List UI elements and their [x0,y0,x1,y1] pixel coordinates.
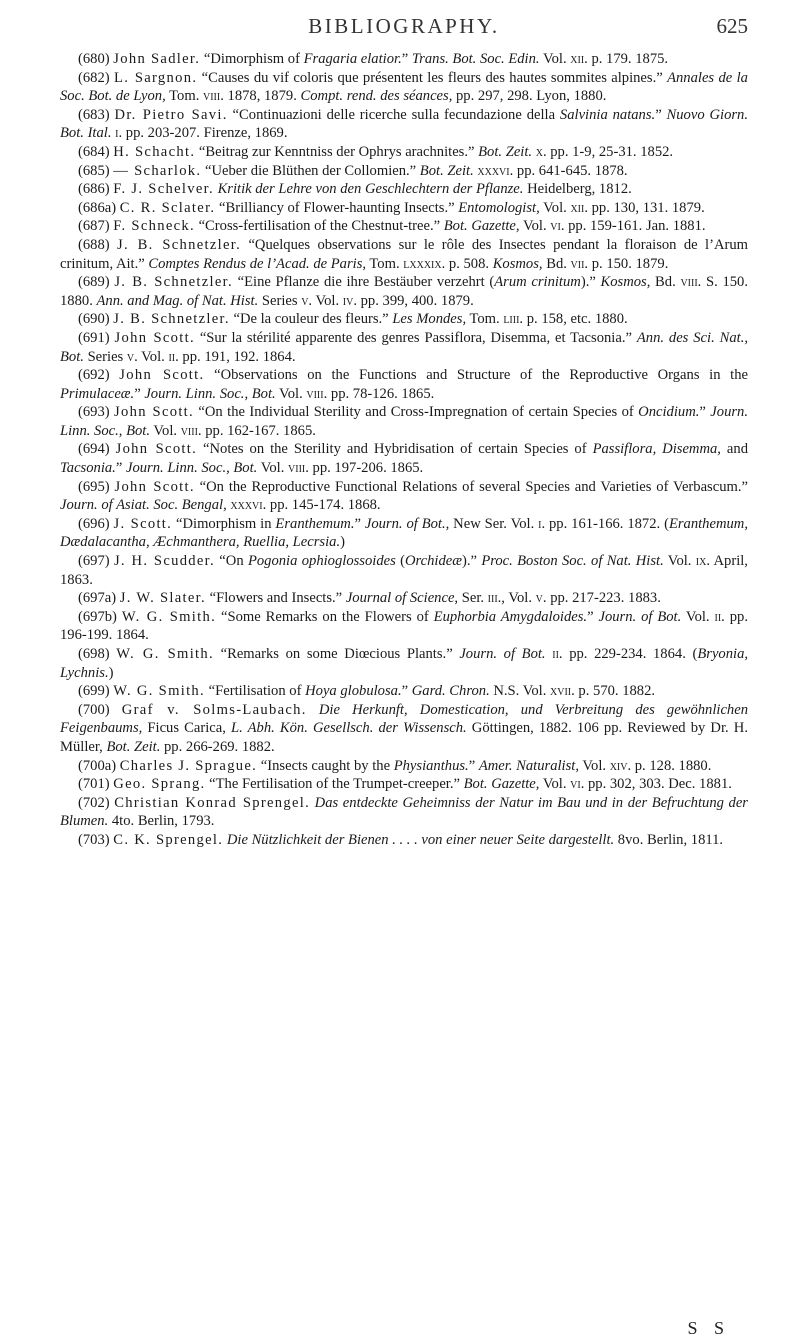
entry-title-italic: Kritik der Lehre von den Geschlechtern der Pflanze. [217,181,524,198]
entry-volume-numeral: liii. [503,311,524,328]
entry-volume-numeral: viii. [203,88,224,105]
entry-title-italic: Ann. des Sci. Nat., Bot. [60,329,748,365]
entry-title-italic: Bot. Zeit. [478,143,533,160]
entry-title-italic: Tacsonia. [60,460,116,477]
entry-title-italic: Bryonia, Lychnis. [60,646,749,681]
entry-volume-numeral: v. [126,348,138,365]
entry-author: C. R. Sclater. [119,199,216,216]
bibliography-entry [60,69,748,106]
entry-text: “Observations on the Functions and Structure of the Reproductive Organs in the [204,367,748,384]
entry-text: Vol. [312,292,343,309]
bibliography-entry [60,403,748,440]
entry-text: 1878, 1879. [223,88,301,105]
entry-volume-numeral: lxxxix. [403,255,446,272]
entry-text: pp. 197-206. 1865. [308,460,424,477]
bibliography-entry [60,775,748,794]
entry-title-italic: Die Nützlichkeit der Bienen . . . . von einer neuer Seite dargestellt. [226,831,615,848]
entry-text: “Dimorphism of [200,51,304,67]
entry-text: ” [401,683,412,700]
entry-text: Vol. [539,51,571,67]
bibliography-list [60,50,748,850]
entry-number: (686a) [78,199,117,216]
entry-text: Tom. [165,88,203,105]
entry-title-italic: Kosmos, [492,255,543,272]
entry-number: (697a) [78,590,117,607]
entry-text: pp. 297, 298. Lyon, 1880. [452,88,607,105]
entry-title-italic: Ann. and Mag. of Nat. Hist. [96,292,259,309]
entry-author: Graf v. Solms-Laubach. [121,701,307,718]
entry-title-italic: Orchideæ [404,553,462,570]
entry-volume-numeral: xxxvi. [230,497,267,514]
entry-title-italic: Journ. Linn. Soc., Bot. [60,404,748,439]
entry-text: and [720,441,749,458]
entry-text: Vol. [275,385,307,402]
entry-text: pp. 229-234. 1864. ( [562,646,698,662]
entry-text: pp. 1-9, 25-31. 1852. [546,143,674,160]
entry-text: Vol. [504,590,536,607]
entry-text: “Causes du vif coloris que présentent les fleurs des hautes sommites alpines.” [197,69,668,86]
entry-title-italic: Primulaceæ. [60,385,135,402]
entry-number: (682) [78,69,110,86]
entry-text: “Quelques observations sur le rôle des Insectes pendant la floraison de l’Arum crinitum, Ait.” [60,236,748,272]
entry-number: (703) [78,831,110,848]
entry-title-italic: Fragaria elatior. [303,51,402,67]
entry-text: p. 508. [445,255,493,272]
entry-number: (683) [78,106,110,123]
entry-number: (702) [78,794,110,811]
entry-title-italic: Bot. Zeit. [106,738,161,755]
entry-text: pp. 161-166. 1872. ( [545,515,669,532]
entry-author: J. H. Scudder. [113,553,215,570]
bibliography-entry [60,366,748,403]
entry-title-italic: L. Abh. Kön. Gesellsch. der Wissensch. [230,720,467,737]
entry-author: Geo. Sprang. [113,776,206,793]
bibliography-entry [60,608,748,645]
entry-text: “De la couleur des fleurs.” [229,311,393,328]
entry-author: Dr. Pietro Savi. [114,106,228,123]
entry-text: Göttingen, 1882. 106 pp. Reviewed by Dr. H. Müller, [60,720,748,755]
entry-number: (694) [78,441,110,458]
entry-author: J. B. Schnetzler. [113,311,230,328]
entry-title-italic: Proc. Boston Soc. of Nat. Hist. [481,553,664,570]
entry-title-italic: Annales de la Soc. Bot. de Lyon, [60,69,748,105]
entry-text: Vol. [150,422,181,439]
entry-author: W. G. Smith. [121,608,217,625]
printer-signature: S S [687,1318,730,1338]
entry-author: W. G. Smith. [113,683,205,700]
entry-number: (701) [78,776,110,793]
entry-number: (689) [78,274,110,291]
entry-number: (690) [78,311,110,328]
entry-text: Vol. [663,553,696,570]
entry-text: S. 150. 1880. [60,274,748,309]
entry-text: “Continuazioni delle ricerche sulla fecundazione della [227,106,560,123]
entry-text: ” [401,51,412,67]
entry-title-italic: Trans. Bot. Soc. Edin. [411,51,540,67]
bibliography-entry [60,106,748,143]
entry-title-italic: Les Mondes, [392,311,467,328]
entry-author: Christian Konrad Sprengel. [114,794,311,811]
entry-volume-numeral: ii. [552,646,563,662]
bibliography-entry [60,310,748,329]
entry-text: “Eine Pflanze die ihre Bestäuber verzehrt ( [232,274,495,291]
entry-text: “Remarks on some Diœcious Plants.” [213,646,460,662]
entry-volume-numeral: vii. [570,255,589,272]
entry-text: pp. 203-207. Firenze, 1869. [122,125,288,142]
entry-title-italic: Compt. rend. des séances, [300,88,453,105]
entry-volume-numeral: xii. [570,51,588,67]
entry-title-italic: Oncidium. [638,404,700,421]
entry-text: ( [395,553,405,570]
page-number: 625 [716,14,748,38]
bibliography-entry [60,682,748,701]
entry-text: Vol. [257,460,289,477]
page-header [60,8,748,46]
entry-volume-numeral: x. [535,143,547,160]
entry-text: Series [258,292,302,309]
entry-number: (693) [78,404,110,421]
entry-volume-numeral: viii. [680,274,702,291]
entry-text: ” [115,460,126,477]
entry-text: “Some Remarks on the Flowers of [216,608,434,625]
entry-author: John Scott. [119,367,205,384]
entry-author: John Scott. [114,404,194,421]
entry-text: ” [699,404,711,421]
bibliography-entry [60,701,748,757]
entry-text: “Ueber die Blüthen der Collomien.” [201,162,420,179]
entry-number: (680) [78,51,110,67]
entry-text: pp. 78-126. 1865. [327,385,435,402]
entry-text: pp. 130, 131. 1879. [587,199,705,216]
entry-title-italic: Journ. of Bot., [364,515,450,532]
entry-text: pp. 159-161. Jan. 1881. [564,218,706,235]
entry-text: p. 158, etc. 1880. [523,311,628,328]
entry-volume-numeral: v. [301,292,313,309]
entry-number: (688) [78,236,110,253]
entry-author: W. G. Smith. [116,646,214,662]
entry-text: ).” [462,553,482,570]
entry-title-italic: Journ. of Bot. [459,646,546,662]
entry-title-italic: Nuovo Giorn. Bot. Ital. [60,106,749,142]
entry-text: “Beitrag zur Kenntniss der Ophrys arachnites.” [195,143,479,160]
entry-text: Series [83,348,127,365]
entry-number: (687) [78,218,110,235]
entry-title-italic: Euphorbia Amygdaloides. [433,608,588,625]
entry-author: H. Schacht. [113,143,196,160]
entry-author: L. Sargnon. [114,69,198,86]
entry-text: ” [354,515,365,532]
entry-number: (699) [78,683,110,700]
entry-text: pp. 145-174. 1868. [266,497,381,514]
entry-title-italic: Arum crinitum [494,274,581,291]
entry-author: F. J. Schelver. [113,181,214,198]
entry-title-italic: Journ. Linn. Soc., Bot. [144,385,276,402]
entry-text: “Dimorphism in [172,515,276,532]
entry-text: pp. 266-269. 1882. [160,738,275,755]
running-title: BIBLIOGRAPHY. [308,14,500,38]
entry-title-italic: Bot. Zeit. [419,162,474,179]
entry-text: “On [214,553,248,570]
entry-text: ” [655,106,667,123]
entry-title-italic: Journ. Linn. Soc., Bot. [125,460,258,477]
entry-text: p. 128. 1880. [631,757,712,774]
entry-number: (700a) [78,757,117,774]
entry-title-italic: Gard. Chron. [411,683,490,700]
entry-title-italic: Pogonia ophioglossoides [247,553,396,570]
entry-text [307,702,319,718]
entry-number: (695) [78,478,110,495]
entry-volume-numeral: vi. [570,776,585,793]
entry-text: “Notes on the Sterility and Hybridisation of certain Species of [197,441,593,458]
bibliography-entry [60,515,748,552]
bibliography-entry [60,217,748,236]
entry-title-italic: Journal of Science, [345,590,459,607]
entry-title-italic: Eranthemum, Dædalacantha, Æchmanthera, Ruellia, Lecrsia. [60,515,748,551]
entry-title-italic: Journ. of Bot. [598,608,682,625]
bibliography-entry [60,236,748,273]
entry-text: Ser. [458,590,488,607]
entry-text: Bd. [650,274,681,291]
entry-volume-numeral: ii. [714,608,725,625]
entry-volume-numeral: iii., [487,590,505,607]
entry-text: pp. 162-167. 1865. [201,422,316,439]
entry-volume-numeral: viii. [288,460,309,477]
entry-title-italic: Comptes Rendus de l’Acad. de Paris, [148,255,367,272]
entry-text: Bd. [542,255,571,272]
bibliography-entry [60,794,748,831]
entry-volume-numeral: iv. [342,292,357,309]
bibliography-entry [60,757,748,776]
entry-text: Vol. [578,757,610,774]
entry-text: 8vo. Berlin, 1811. [614,831,724,848]
bibliography-entry [60,273,748,310]
entry-text: ) [340,534,345,551]
entry-text: “Flowers and Insects.” [205,590,346,607]
entry-text: “Sur la stérilité apparente des genres Passiflora, Disemma, et Tacsonia.” [194,329,637,346]
entry-title-italic: Die Herkunft, Domestication, und Verbreitung des gewöhnlichen Feigenbaums, [60,701,748,737]
entry-title-italic: Bot. Gazette, [463,776,540,793]
entry-volume-numeral: v. [535,590,547,607]
entry-text: “Insects caught by the [257,757,394,774]
entry-author: J. W. Slater. [119,590,206,607]
bibliography-entry [60,645,748,682]
entry-author: F. Schneck. [113,218,195,235]
bibliography-entry [60,552,748,589]
entry-text: pp. 196-199. 1864. [60,608,748,644]
entry-author: J. B. Schnetzler. [114,274,233,291]
bibliography-entry [60,50,748,69]
entry-number: (697b) [78,608,117,625]
entry-text: Tom. [366,255,404,272]
entry-author: C. K. Sprengel. [113,831,224,848]
entry-volume-numeral: viii. [306,385,328,402]
entry-author: J. Scott. [113,515,173,532]
entry-title-italic: Passiflora, Disemma, [592,441,721,458]
entry-text: “Fertilisation of [204,683,306,700]
entry-volume-numeral: xxxvi. [477,162,514,179]
bibliography-entry [60,180,748,199]
entry-title-italic: Journ. of Asiat. Soc. Bengal, [60,497,227,514]
entry-number: (691) [78,329,110,346]
entry-title-italic: Salvinia natans. [559,106,656,123]
entry-text: pp. 399, 400. 1879. [356,292,474,309]
bibliography-entry [60,199,748,218]
entry-volume-numeral: xiv. [609,757,632,774]
bibliography-entry [60,589,748,608]
entry-volume-numeral: vi. [550,218,565,235]
entry-text: pp. 191, 192. 1864. [178,348,296,365]
entry-volume-numeral: ii. [168,348,179,365]
entry-text: “Brilliancy of Flower-haunting Insects.” [215,199,459,216]
entry-author: — Scharlok. [113,162,202,179]
entry-volume-numeral: xii. [570,199,588,216]
entry-text: ) [108,664,114,681]
entry-number: (698) [78,646,110,662]
bibliography-entry [60,162,748,181]
entry-title-italic: Physianthus. [393,757,469,774]
entry-text: 4to. Berlin, 1793. [108,813,215,830]
entry-text: p. 570. 1882. [574,683,656,700]
bibliography-entry [60,143,748,162]
entry-volume-numeral: i. [115,125,123,142]
entry-text: ).” [580,274,601,291]
entry-volume-numeral: xvii. [550,683,575,700]
entry-title-italic: Bot. Gazette, [443,218,520,235]
entry-number: (686) [78,181,110,198]
entry-number: (700) [78,701,110,718]
entry-author: John Scott. [114,329,195,346]
entry-text: “The Fertilisation of the Trumpet-creeper.” [205,776,464,793]
bibliography-entry [60,831,748,850]
entry-text: p. 179. 1875. [587,51,669,67]
entry-text: Vol. [519,218,551,235]
entry-text: N.S. Vol. [489,683,551,700]
entry-author: John Scott. [114,478,195,495]
entry-text: Vol. [539,199,571,216]
entry-number: (696) [78,515,110,532]
entry-number: (692) [78,367,110,384]
entry-text: April, 1863. [60,553,748,588]
entry-text: ” [134,385,145,402]
entry-title-italic: Eranthemum. [275,515,355,532]
entry-volume-numeral: ix. [695,553,710,570]
entry-author: Charles J. Sprague. [119,757,258,774]
entry-text: Vol. [539,776,571,793]
entry-author: John Scott. [115,441,198,458]
bibliography-entry [60,329,748,366]
entry-author: J. B. Schnetzler. [117,236,242,253]
entry-text: Vol. [137,348,169,365]
entry-text: ” [468,757,479,774]
entry-number: (684) [78,143,110,160]
entry-text: ” [587,608,599,625]
entry-author: John Sadler. [113,51,201,67]
entry-text: Ficus Carica, [142,720,231,737]
entry-text: pp. 641-645. 1878. [513,162,628,179]
entry-volume-numeral: i. [538,515,546,532]
entry-text: Heidelberg, 1812. [523,181,632,198]
entry-title-italic: Kosmos, [600,274,651,291]
entry-title-italic: Das entdeckte Geheimniss der Natur im Bau und in der Befruchtung der Blumen. [60,794,748,830]
entry-title-italic: Entomologist, [458,199,540,216]
entry-title-italic: Amer. Naturalist, [478,757,579,774]
entry-volume-numeral: viii. [180,422,202,439]
entry-text: p. 150. 1879. [588,255,669,272]
entry-title-italic: Hoya globulosa. [305,683,402,700]
entry-text: New Ser. Vol. [449,515,539,532]
entry-text: Tom. [466,311,504,328]
bibliography-entry [60,440,748,477]
entry-text: “On the Reproductive Functional Relations of several Species and Varieties of Verbascum.” [194,478,748,495]
entry-number: (697) [78,553,110,570]
entry-number: (685) [78,162,110,179]
bibliography-entry [60,478,748,515]
entry-text: pp. 217-223. 1883. [546,590,661,607]
entry-text: “Cross-fertilisation of the Chestnut-tree.” [194,218,444,235]
entry-text: pp. 302, 303. Dec. 1881. [584,776,732,793]
entry-text: “On the Individual Sterility and Cross-Impregnation of certain Species of [194,404,639,421]
entry-text: Vol. [681,608,715,625]
